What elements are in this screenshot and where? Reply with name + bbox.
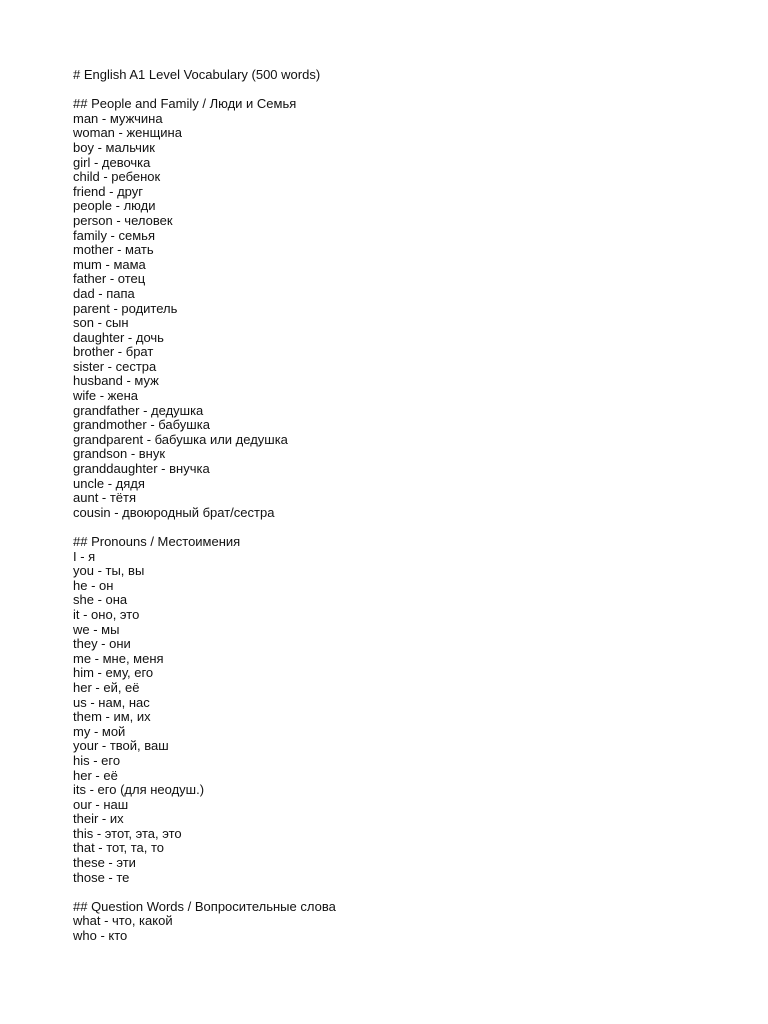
vocab-entry: dad - папа: [73, 285, 135, 301]
vocab-entry: who - кто: [73, 928, 128, 944]
vocab-entry: her - её: [73, 767, 118, 783]
vocab-entry: he - он: [73, 577, 114, 593]
document-title: # English A1 Level Vocabulary (500 words): [73, 67, 321, 82]
vocab-entry: woman - женщина: [73, 125, 182, 141]
vocab-entry: your - твой, ваш: [73, 738, 169, 754]
vocab-entry: grandmother - бабушка: [73, 417, 210, 433]
vocab-entry: her - ей, её: [73, 679, 140, 695]
vocab-entry: them - им, их: [73, 709, 151, 725]
spacer: [73, 520, 733, 535]
vocab-entry: wife - жена: [73, 388, 139, 404]
vocab-entry: child - ребенок: [73, 169, 161, 185]
vocab-entry: its - его (для неодуш.): [73, 782, 205, 798]
vocab-entry: son - сын: [73, 315, 129, 331]
spacer: [73, 885, 733, 900]
vocab-entry: grandson - внук: [73, 446, 166, 462]
vocab-entry: people - люди: [73, 198, 156, 214]
vocab-entry: our - наш: [73, 796, 129, 812]
vocab-entry: parent - родитель: [73, 300, 178, 316]
vocab-entry: they - они: [73, 636, 131, 652]
vocab-entry: husband - муж: [73, 373, 159, 389]
vocab-entry: brother - брат: [73, 344, 154, 360]
vocab-entry: granddaughter - внучка: [73, 461, 210, 477]
vocab-entry: she - она: [73, 592, 128, 608]
vocab-entry: father - отец: [73, 271, 146, 287]
section-heading-pronouns: ## Pronouns / Местоимения: [73, 534, 241, 549]
vocab-entry: uncle - дядя: [73, 475, 145, 491]
vocab-entry: man - мужчина: [73, 110, 163, 126]
vocab-entry: what - что, какой: [73, 913, 173, 929]
vocab-entry: you - ты, вы: [73, 563, 145, 579]
vocab-entry: cousin - двоюродный брат/сестра: [73, 504, 275, 520]
vocab-entry: this - этот, эта, это: [73, 825, 182, 841]
vocab-entry: it - оно, это: [73, 606, 140, 622]
vocab-entry: girl - девочка: [73, 154, 151, 170]
section-heading-question-words: ## Question Words / Вопросительные слова: [73, 898, 336, 914]
vocab-entry: those - те: [73, 869, 130, 885]
vocab-entry: my - мой: [73, 723, 126, 739]
document-page: [73, 68, 733, 944]
vocab-entry: his - его: [73, 752, 121, 768]
section-heading-people-family: ## People and Family / Люди и Семья: [73, 96, 297, 112]
vocab-entry: me - мне, меня: [73, 650, 164, 666]
vocab-entry: sister - сестра: [73, 358, 157, 374]
vocab-entry: friend - друг: [73, 183, 143, 199]
vocab-entry: mum - мама: [73, 256, 146, 272]
spacer: [73, 83, 733, 98]
vocab-entry: I - я: [73, 548, 96, 564]
vocab-entry: that - тот, та, то: [73, 840, 165, 856]
vocab-entry: us - нам, нас: [73, 694, 150, 710]
vocab-entry: grandparent - бабушка или дедушка: [73, 431, 288, 447]
vocab-entry: daughter - дочь: [73, 329, 164, 345]
vocab-entry: person - человек: [73, 212, 173, 228]
vocab-entry: these - эти: [73, 855, 136, 871]
vocab-entry: aunt - тётя: [73, 490, 137, 506]
vocab-entry: grandfather - дедушка: [73, 402, 204, 418]
vocab-entry: mother - мать: [73, 242, 154, 258]
vocab-entry: him - ему, его: [73, 665, 154, 681]
vocab-entry: their - их: [73, 811, 124, 827]
vocab-entry: family - семья: [73, 227, 155, 243]
vocab-entry: boy - мальчик: [73, 139, 155, 155]
vocab-entry: we - мы: [73, 621, 120, 637]
